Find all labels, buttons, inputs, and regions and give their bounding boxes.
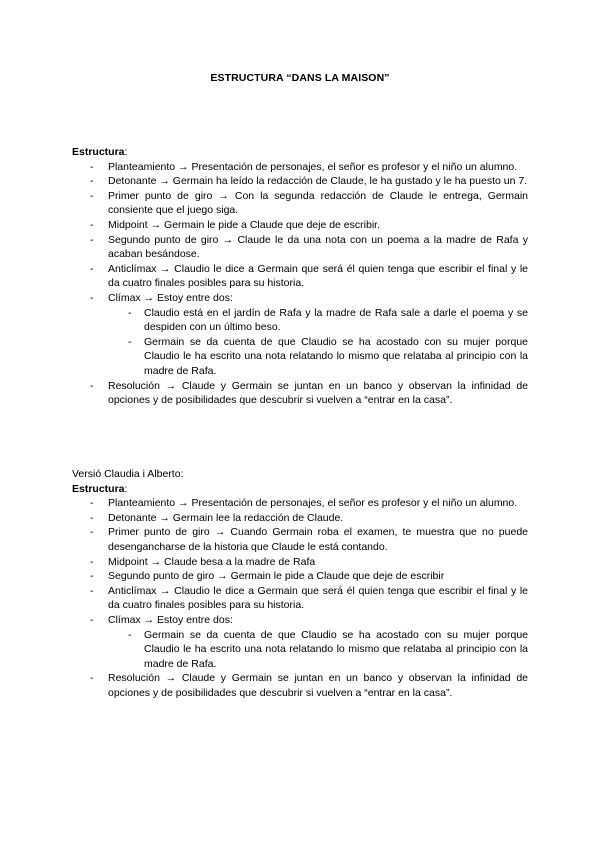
version-heading: Versió Claudia i Alberto: <box>72 468 184 480</box>
sublist-item: - Claudio está en el jardín de Rafa y la madre de Rafa sale a darle el poema y se despiden con un último beso. <box>128 306 528 334</box>
climax-sublist-wrapper <box>72 306 528 379</box>
climax-sublist <box>72 306 528 379</box>
list-item-anticlimax: - Anticlímax → Claudio le dice a Germain que será él quien tenga que escribir el final y le da cuatro finales posibles para su historia. <box>90 584 528 612</box>
list-item-midpoint: - Midpoint → Claude besa a la madre de Rafa <box>90 555 316 568</box>
list-item-planteamiento: - Planteamiento → Presentación de personajes, el señor es profesor y el niño un alumno. <box>90 497 518 510</box>
list-item-detonante: - Detonante → Germain ha leído la redacción de Claude, le ha gustado y le ha puesto un 7. <box>90 175 528 188</box>
climax-sublist <box>72 628 528 672</box>
sublist-item: - Germain se da cuenta de que Claudio se ha acostado con su mujer porque Claudio le ha escrito una nota relatando lo mismo que relataba al principio con la madre de Rafa. <box>128 335 528 377</box>
sublist-item: - Germain se da cuenta de que Claudio se ha acostado con su mujer porque Claudio le ha escrito una nota relatando lo mismo que relataba al principio con la madre de Rafa. <box>128 628 528 670</box>
list-item-resolucion: - Resolución → Claude y Germain se juntan en un banco y observan la infinidad de opciones y de posibilidades que descubrir si vuelven a “entrar en la casa”. <box>90 672 528 699</box>
climax-sublist-wrapper <box>72 628 528 672</box>
structure-list <box>72 496 528 700</box>
list-item-anticlimax: - Anticlímax → Claudio le dice a Germain que será él quien tenga que escribir el final y le da cuatro finales posibles para su historia. <box>90 262 528 290</box>
list-item-midpoint: - Midpoint → Germain le pide a Claude que deje de escribir. <box>90 218 380 231</box>
structure-label: Estructura: <box>72 482 128 495</box>
list-item-climax: - Clímax → Estoy entre dos: <box>90 613 233 626</box>
section-1 <box>72 145 528 408</box>
list-item-planteamiento: - Planteamiento → Presentación de personajes, el señor es profesor y el niño un alumno. <box>90 160 518 173</box>
list-item-resolucion: - Resolución → Claude y Germain se juntan en un banco y observan la infinidad de opciones y de posibilidades que descubrir si vuelven a “entrar en la casa”. <box>90 379 528 407</box>
section-2 <box>72 467 528 701</box>
list-item-detonante: - Detonante → Germain lee la redacción de Claude. <box>90 511 344 524</box>
list-item-climax: - Clímax → Estoy entre dos: <box>90 291 233 304</box>
list-item-segundo-punto-de-giro: - Segundo punto de giro → Germain le pide a Claude que deje de escribir <box>90 570 445 583</box>
list-item-primer-punto-de-giro: - Primer punto de giro → Con la segunda redacción de Claude le entrega, Germain consiente que el juego siga. <box>90 189 528 217</box>
list-item-primer-punto-de-giro: - Primer punto de giro → Cuando Germain roba el examen, te muestra que no puede desengancharse de la historia que Claude le está contando. <box>90 526 528 553</box>
structure-label: Estructura: <box>72 146 128 158</box>
list-item-segundo-punto-de-giro: - Segundo punto de giro → Claude le da una nota con un poema a la madre de Rafa y acaban besándose. <box>90 233 528 261</box>
document-title: ESTRUCTURA “DANS LA MAISON” <box>210 72 390 84</box>
structure-list <box>72 160 528 408</box>
